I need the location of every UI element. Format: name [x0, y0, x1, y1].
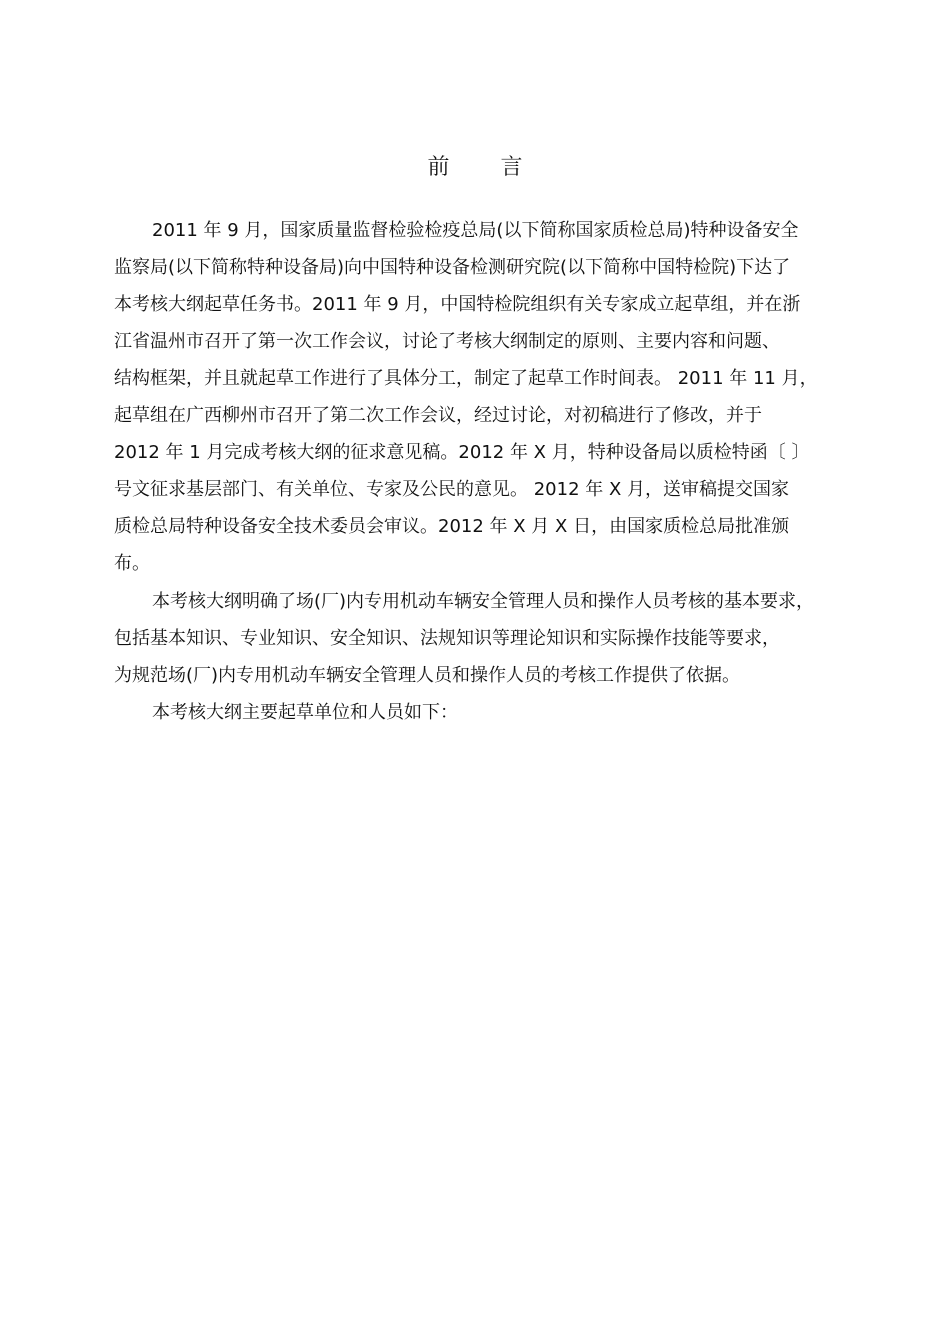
paragraph-1-line-4: 江省温州市召开了第一次工作会议，讨论了考核大纲制定的原则、主要内容和问题、	[114, 331, 780, 352]
page-title: 前 言	[427, 155, 545, 180]
paragraph-1-line-10: 布。	[114, 553, 150, 574]
paragraph-2-line-3: 为规范场(厂)内专用机动车辆安全管理人员和操作人员的考核工作提供了依据。	[114, 665, 741, 686]
paragraph-1-line-2: 监察局(以下简称特种设备局)向中国特种设备检测研究院(以下简称中国特检院)下达了	[114, 257, 791, 278]
paragraph-3-line-1: 本考核大纲主要起草单位和人员如下：	[152, 702, 458, 723]
paragraph-1-line-6: 起草组在广西柳州市召开了第二次工作会议，经过讨论，对初稿进行了修改，并于	[114, 405, 762, 426]
paragraph-2-line-1: 本考核大纲明确了场(厂)内专用机动车辆安全管理人员和操作人员考核的基本要求，	[152, 591, 815, 612]
paragraph-1-line-5: 结构框架，并且就起草工作进行了具体分工，制定了起草工作时间表。 2011 年 11 月，	[114, 368, 818, 389]
paragraph-1-line-1: 2011 年 9 月，国家质量监督检验检疫总局(以下简称国家质检总局)特种设备安全	[152, 220, 799, 241]
paragraph-2-line-2: 包括基本知识、专业知识、安全知识、法规知识等理论知识和实际操作技能等要求，	[114, 628, 780, 649]
paragraph-1-line-7: 2012 年 1 月完成考核大纲的征求意见稿。2012 年 X 月，特种设备局以质检特函〔 〕	[114, 442, 810, 463]
paragraph-1-line-3: 本考核大纲起草任务书。2011 年 9 月，中国特检院组织有关专家成立起草组，并在浙	[114, 294, 801, 315]
paragraph-1-line-8: 号文征求基层部门、有关单位、专家及公民的意见。 2012 年 X 月，送审稿提交国家	[114, 479, 790, 500]
paragraph-1-line-9: 质检总局特种设备安全技术委员会审议。2012 年 X 月 X 日，由国家质检总局批准颁	[114, 516, 790, 537]
